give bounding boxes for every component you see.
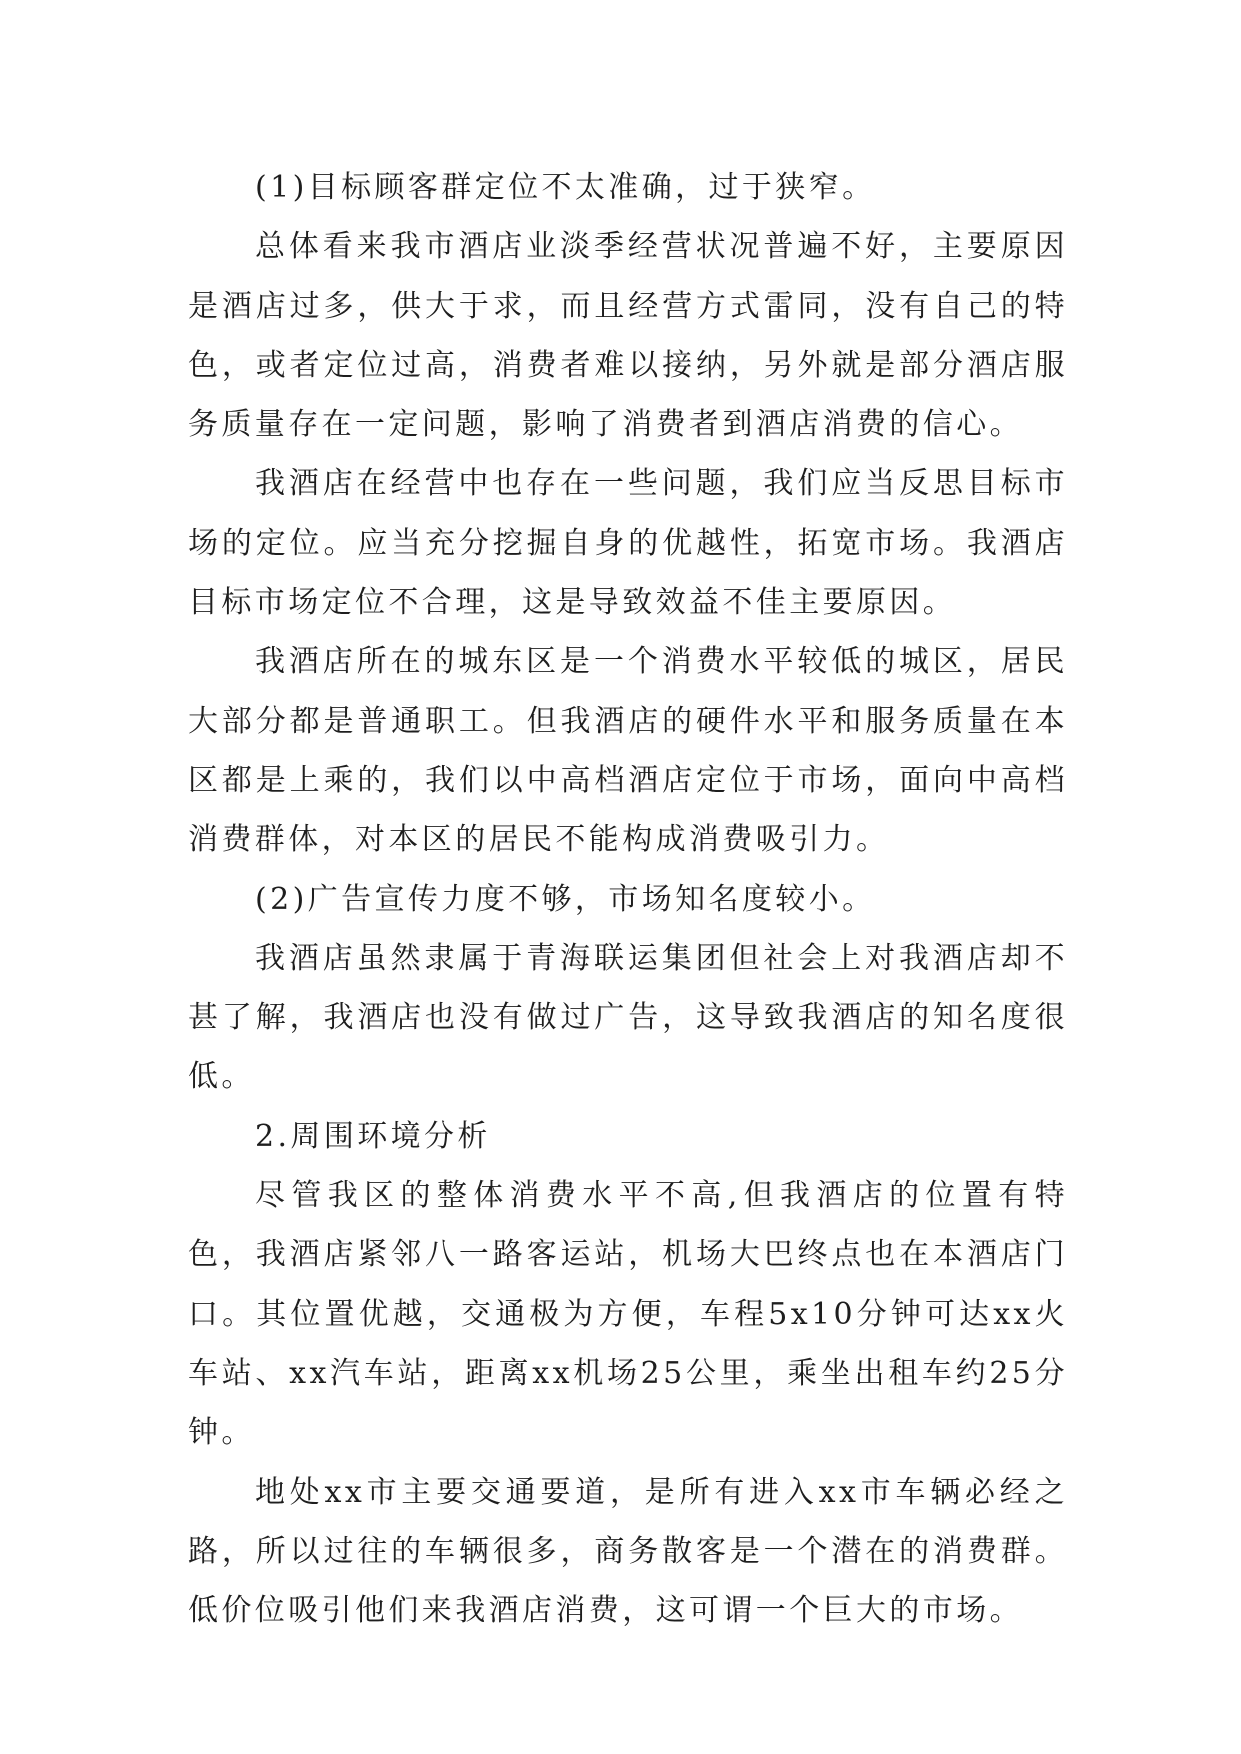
paragraph-hotel-problems: 我酒店在经营中也存在一些问题，我们应当反思目标市场的定位。应当充分挖掘自身的优越性，拓宽市场。我酒店目标市场定位不合理，这是导致效益不佳主要原因。: [188, 466, 1068, 621]
paragraph-location-advantages: 尽管我区的整体消费水平不高,但我酒店的位置有特色，我酒店紧邻八一路客运站，机场大巴终点也在本酒店门口。其位置优越，交通极为方便，车程5x10分钟可达xx火车站、xx汽车站，距离xx机场25公里，乘坐出租车约25分钟。: [188, 1178, 1068, 1451]
paragraph-advertising-heading: (2)广告宣传力度不够，市场知名度较小。: [255, 881, 876, 917]
section-heading-environment: 2.周围环境分析: [255, 1118, 491, 1154]
document-body: [188, 158, 1068, 1640]
paragraph-advertising-detail: 我酒店虽然隶属于青海联运集团但社会上对我酒店却不甚了解，我酒店也没有做过广告，这导致我酒店的知名度很低。: [188, 940, 1068, 1095]
paragraph-industry-overview: 总体看来我市酒店业淡季经营状况普遍不好，主要原因是酒店过多，供大于求，而且经营方式雷同，没有自己的特色，或者定位过高，消费者难以接纳，另外就是部分酒店服务质量存在一定问题，影响了消费者到酒店消费的信心。: [188, 229, 1068, 443]
paragraph-target-customer-heading: (1)目标顾客群定位不太准确，过于狭窄。: [255, 170, 876, 205]
paragraph-district-analysis: 我酒店所在的城东区是一个消费水平较低的城区，居民大部分都是普通职工。但我酒店的硬件水平和服务质量在本区都是上乘的，我们以中高档酒店定位于市场，面向中高档消费群体，对本区的居民不能构成消费吸引力。: [188, 644, 1068, 858]
paragraph-traffic-market: 地处xx市主要交通要道，是所有进入xx市车辆必经之路，所以过往的车辆很多，商务散客是一个潜在的消费群。低价位吸引他们来我酒店消费，这可谓一个巨大的市场。: [188, 1474, 1068, 1629]
